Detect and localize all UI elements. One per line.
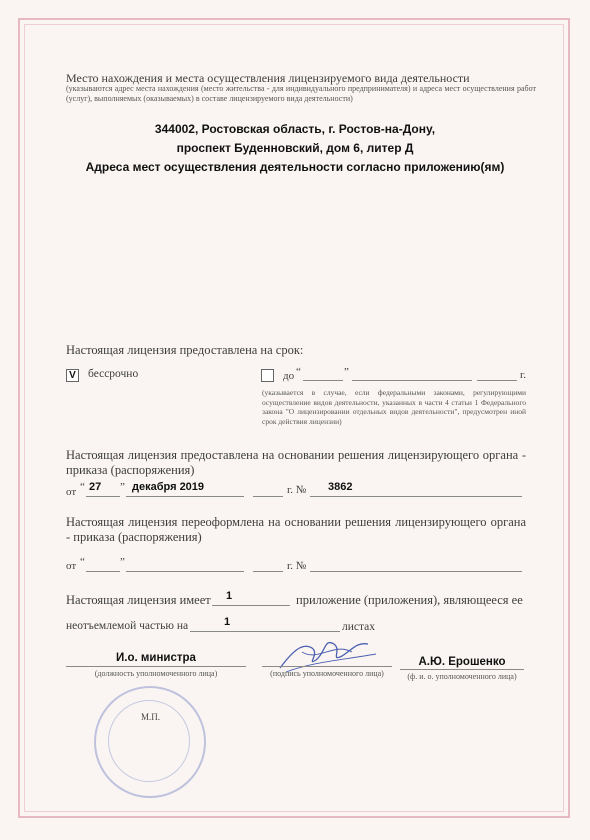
until-note: (указывается в случае, если федеральными законами, регулирующими осуществление видов деятельности, указанных в части 4 статьи 1 Федерального закона "О лицензировании отдельных видов деятельности", предусмотрен иной срок действия лицензии) [262, 388, 526, 426]
name-caption: (ф. и. о. уполномоченного лица) [407, 672, 517, 681]
granted-month-year: декабря 2019 [132, 481, 205, 493]
granted-month-line [126, 496, 244, 497]
appendix-prefix: Настоящая лицензия имеет [66, 593, 211, 607]
signatory-name: А.Ю. Ерошенко [418, 656, 506, 668]
granted-from-label: от [66, 486, 77, 498]
reissued-month-line [126, 571, 244, 572]
signature-line [262, 666, 392, 667]
until-day-line [303, 380, 343, 381]
granted-text: Настоящая лицензия предоставлена на основании решения лицензирующего органа - приказа (распоряжения) [66, 448, 526, 477]
granted-day: 27 [89, 481, 102, 493]
signature-caption: (подпись уполномоченного лица) [270, 669, 384, 678]
reissued-text: Настоящая лицензия переоформлена на основании решения лицензирующего органа - приказа (распоряжения) [66, 515, 526, 544]
name-line [400, 669, 524, 670]
term-heading: Настоящая лицензия предоставлена на срок: [66, 343, 304, 357]
indefinite-checkbox: V [66, 369, 79, 382]
address-line-2: проспект Буденновский, дом 6, литер Д [176, 141, 414, 155]
position-caption: (должность уполномоченного лица) [94, 669, 218, 678]
appendix-suffix: приложение (приложения), являющееся ее [296, 593, 523, 607]
until-checkbox [261, 369, 274, 382]
position-line [66, 666, 246, 667]
location-heading: Место нахождения и места осуществления лицензируемого вида деятельности [66, 71, 470, 85]
reissued-year-line [253, 571, 283, 572]
until-month-line [352, 380, 472, 381]
seal-label: М.П. [141, 712, 161, 722]
indefinite-label: бессрочно [88, 368, 139, 380]
appendix-sheets: 1 [224, 616, 231, 628]
address-line-1: 344002, Ростовская область, г. Ростов-на-Дону, [154, 122, 436, 136]
granted-number-line [310, 496, 522, 497]
appendix-count-line [212, 605, 290, 606]
reissued-quote-open: “ [80, 556, 85, 568]
granted-day-line [86, 496, 120, 497]
until-year-line [477, 380, 517, 381]
reissued-no-label: г. № [287, 560, 307, 572]
until-quote-open: “ [296, 366, 301, 378]
appendix-sheets-suffix: листах [342, 621, 376, 633]
appendix-count: 1 [226, 590, 233, 602]
appendix-sheets-prefix: неотъемлемой частью на [66, 620, 189, 632]
granted-no-label: г. № [287, 484, 307, 496]
signatory-position: И.о. министра [116, 652, 196, 664]
granted-quote-close: ” [120, 481, 125, 493]
until-quote-close: ” [344, 366, 349, 378]
granted-quote-open: “ [80, 481, 85, 493]
address-line-3: Адреса мест осуществления деятельности согласно приложению(ям) [85, 160, 505, 174]
reissued-number-line [310, 571, 522, 572]
granted-year-line [253, 496, 283, 497]
until-year-suffix: г. [520, 369, 527, 381]
reissued-day-line [86, 571, 120, 572]
granted-number: 3862 [328, 481, 353, 493]
until-label: до [283, 370, 295, 382]
reissued-quote-close: ” [120, 556, 125, 568]
location-note: (указываются адрес места нахождения (место жительства - для индивидуального предпринимателя) и адреса мест осуществления работ (услуг), выполняемых (оказываемых) в составе лицензируемого вида деятельности) [66, 84, 536, 103]
reissued-from-label: от [66, 560, 77, 572]
